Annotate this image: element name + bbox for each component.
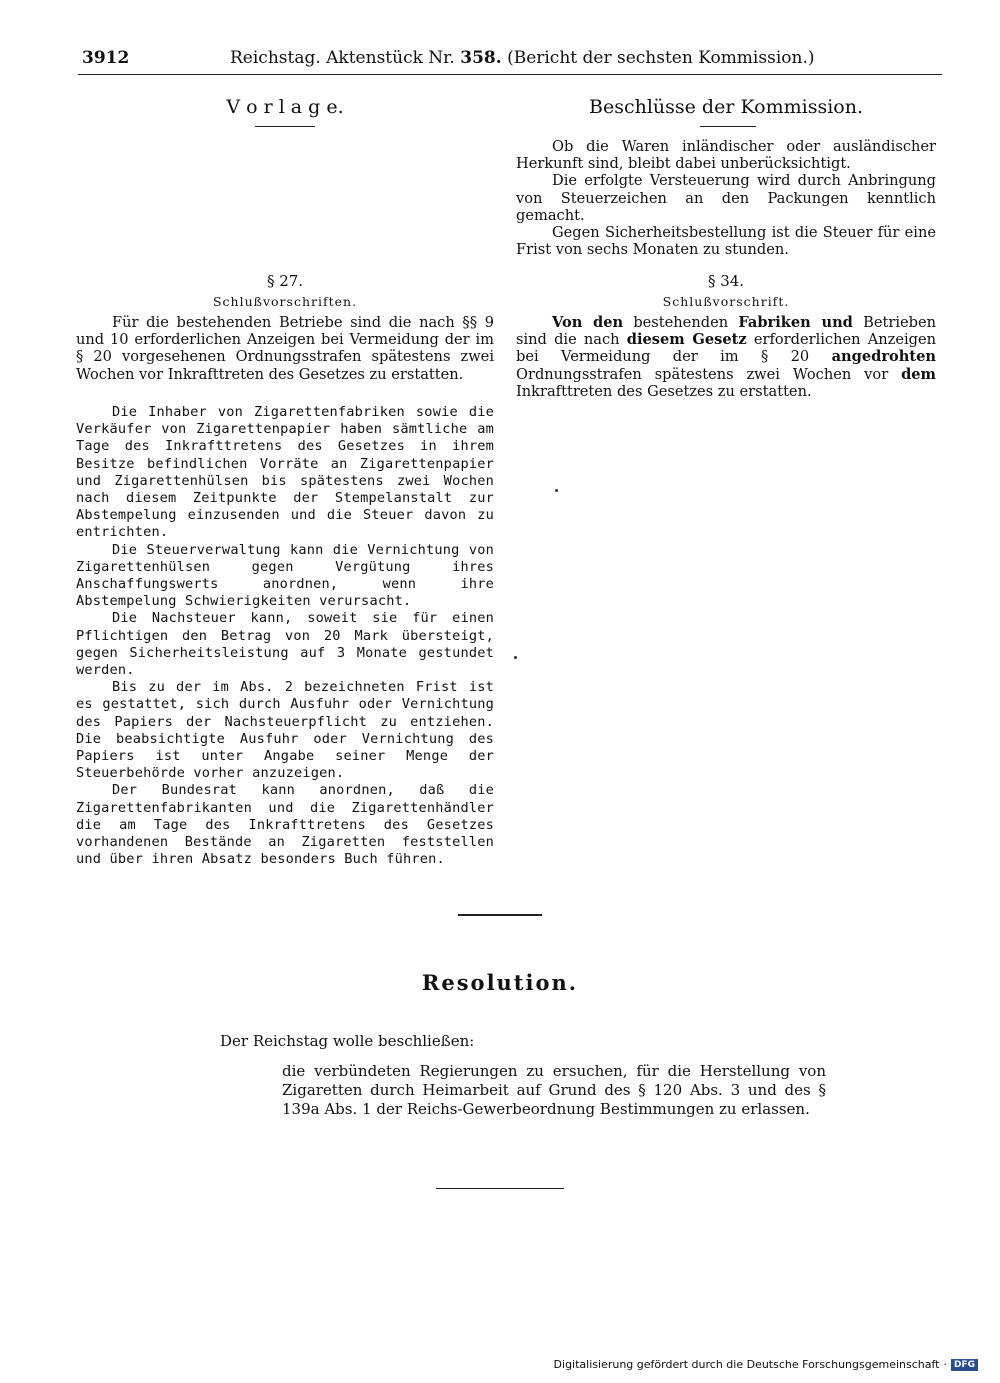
scan-speck (555, 489, 558, 492)
dfg-logo-icon: DFG (951, 1359, 978, 1371)
body-text: Ordnungsstrafen spätestens zwei Wochen vor (516, 365, 902, 383)
body-text: Betrieben sind die nach (516, 314, 936, 349)
body-text: erforderlichen Anzeigen bei Vermeidung der im § 20 (516, 331, 936, 366)
body-text: Inkrafttreten des Gesetzes zu erstatten. (516, 382, 812, 400)
section-separator (458, 914, 542, 916)
left-section-number: § 27. (266, 272, 304, 290)
page-number: 3912 (82, 48, 130, 68)
right-intro (516, 138, 936, 258)
left-paragraph: Der Bundesrat kann anordnen, daß die Zigarettenfabrikanten und die Zigarettenhändler die am Tage des Inkrafttretens des Gesetzes vorhandenen Bestände an Zigaretten feststellen und über ihren Absatz besonders Buch führen. (76, 782, 494, 868)
right-section-number: § 34. (707, 272, 745, 290)
right-section-subtitle: Schlußvorschrift. (662, 294, 790, 309)
header-rule (78, 74, 942, 75)
left-body (76, 314, 494, 383)
right-intro-paragraph: Gegen Sicherheitsbestellung ist die Steuer für eine Frist von sechs Monaten zu stunden. (516, 224, 936, 259)
right-paragraph (516, 314, 936, 400)
emphasis-text: Fabriken und (738, 314, 853, 331)
digitization-footer (554, 1358, 978, 1371)
left-paragraph: Die Nachsteuer kann, soweit sie für einen Pflichtigen den Betrag von 20 Mark übersteigt, gegen Sicherheitsleistung auf 3 Monate gestundet werden. (76, 610, 494, 679)
right-heading: Beschlüsse der Kommission. (589, 96, 863, 118)
resolution-body: die verbündeten Regierungen zu ersuchen, für die Herstellung von Zigaretten durch Heimarbeit auf Grund des § 120 Abs. 3 und des § 139a Abs. 1 der Reichs-Gewerbeordnung Bestimmungen zu erlassen. (282, 1062, 826, 1118)
right-intro-paragraph: Die erfolgte Versteuerung wird durch Anbringung von Steuerzeichen an den Packungen kenntlich gemacht. (516, 172, 936, 224)
left-paragraph: Die Inhaber von Zigarettenfabriken sowie die Verkäufer von Zigarettenpapier haben sämtliche am Tage des Inkrafttretens des Gesetzes in ihrem Besitze befindlichen Vorräte an Zigarettenpapier und Zigarettenhülsen bis spätestens zwei Wochen nach diesem Zeitpunkte der Stempelanstalt zur Abstempelung einzusenden und die Steuer davon zu entrichten. (76, 404, 494, 541)
right-intro-paragraph: Ob die Waren inländischer oder ausländischer Herkunft sind, bleibt dabei unberücksichtigt. (516, 138, 936, 173)
footer-text: Digitalisierung gefördert durch die Deutsche Forschungsgemeinschaft (553, 1358, 940, 1371)
left-heading-rule (255, 126, 315, 127)
resolution-lead: Der Reichstag wolle beschließen: (220, 1032, 475, 1050)
emphasis-text: diesem Gesetz (626, 331, 747, 349)
scan-speck (514, 656, 517, 659)
left-paragraph: Bis zu der im Abs. 2 bezeichneten Frist ist es gestattet, sich durch Ausfuhr oder Vernichtung des Papiers der Nachsteuerpflicht zu entziehen. Die beabsichtigte Ausfuhr oder Vernichtung des Papiers ist unter Angabe seiner Menge der Steuerbehörde vorher anzuzeigen. (76, 679, 494, 782)
end-rule (436, 1188, 564, 1189)
left-body-cont (76, 404, 494, 868)
header-title (230, 48, 814, 68)
footer-separator-icon: · (943, 1358, 947, 1371)
emphasis-text: angedrohten (831, 348, 936, 366)
emphasis-text: Von den (552, 314, 624, 331)
page-header (82, 44, 942, 74)
resolution-title: Resolution. (421, 970, 579, 995)
header-title-suffix: (Bericht der sechsten Kommission.) (507, 48, 815, 68)
body-text: bestehenden (623, 314, 739, 331)
left-section-subtitle: Schlußvorschriften. (212, 294, 358, 309)
right-heading-rule (700, 126, 756, 127)
left-heading: V o r l a g e. (226, 96, 344, 118)
header-doc-number: 358. (460, 48, 502, 68)
emphasis-text: dem (901, 365, 936, 383)
header-title-prefix: Reichstag. Aktenstück Nr. (230, 48, 455, 68)
left-paragraph: Für die bestehenden Betriebe sind die nach §§ 9 und 10 erforderlichen Anzeigen bei Vermeidung der im § 20 vorgesehenen Ordnungsstrafen spätestens zwei Wochen vor Inkrafttreten des Gesetzes zu erstatten. (76, 314, 494, 383)
right-body (516, 314, 936, 400)
left-paragraph: Die Steuerverwaltung kann die Vernichtung von Zigarettenhülsen gegen Vergütung ihres Anschaffungswerts anordnen, wenn ihre Abstempelung Schwierigkeiten verursacht. (76, 541, 494, 610)
resolution-body-block (282, 1062, 826, 1119)
